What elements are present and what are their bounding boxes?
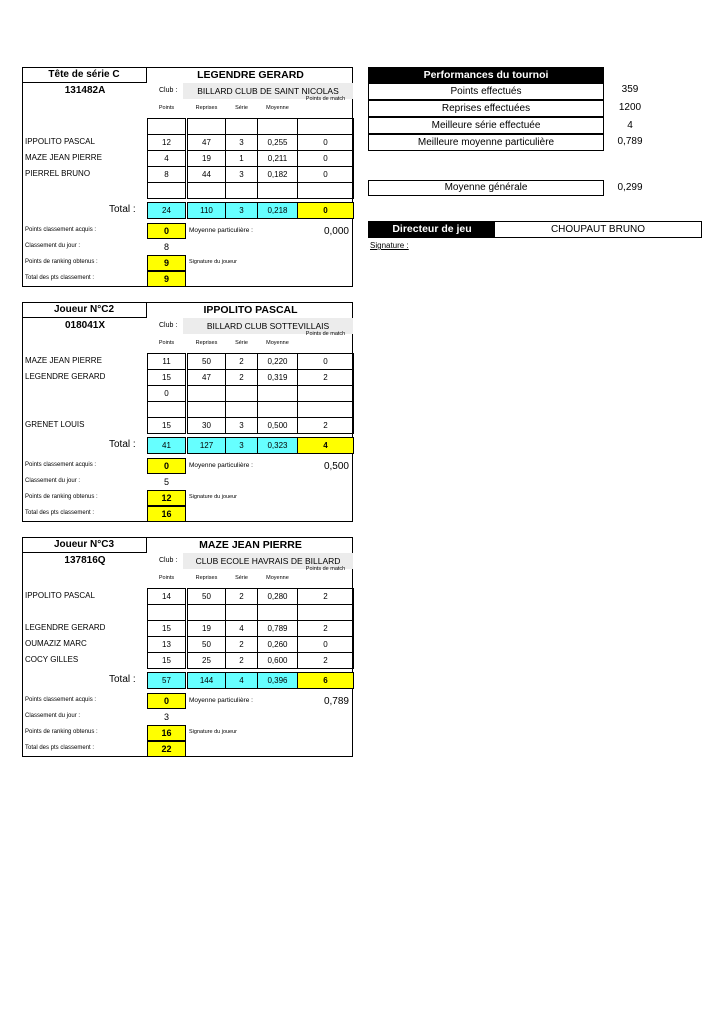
cell-points: 15 <box>147 417 186 434</box>
table-row <box>23 353 354 369</box>
table-row <box>23 636 354 652</box>
opponent-name: LEGENDRE GERARD <box>25 623 106 632</box>
table-row <box>23 150 354 166</box>
club-label: Club : <box>159 557 178 564</box>
block-title: Joueur N°C2 <box>53 304 115 315</box>
cell-points-de-match: 0 <box>297 150 354 167</box>
cell-points-de-match <box>297 385 354 402</box>
opponent-name: MAZE JEAN PIERRE <box>25 153 102 162</box>
cell-moyenne: 0,220 <box>257 353 298 370</box>
opponent-name: COCY GILLES <box>25 655 79 664</box>
table-row <box>23 417 354 433</box>
total-label: Total : <box>109 674 136 685</box>
performances-title: Performances du tournoi <box>368 67 604 83</box>
total-pts-value: 22 <box>147 741 186 757</box>
cell-reprises <box>187 182 226 199</box>
points-effectues-value: 359 <box>621 84 639 95</box>
table-row <box>23 604 354 620</box>
total-points-de-match: 6 <box>297 672 354 689</box>
cell-moyenne <box>257 604 298 621</box>
points-ranking-value: 9 <box>147 255 186 271</box>
cell-points <box>147 182 186 199</box>
cell-points: 14 <box>147 588 186 605</box>
opponent-name: OUMAZIZ MARC <box>25 639 87 648</box>
cell-reprises: 44 <box>187 166 226 183</box>
opponent-name: LEGENDRE GERARD <box>25 372 106 381</box>
col-header-reprises: Reprises <box>195 575 218 581</box>
total-points-de-match: 0 <box>297 202 354 219</box>
licence-number: 137816Q <box>64 555 106 566</box>
cell-points-de-match: 2 <box>297 369 354 386</box>
points-ranking-value: 12 <box>147 490 186 506</box>
col-header-moyenne: Moyenne <box>266 575 289 581</box>
block-title-cell <box>23 68 147 83</box>
cell-serie: 4 <box>225 620 258 637</box>
club-name: CLUB ECOLE HAVRAIS DE BILLARD <box>195 556 341 566</box>
cell-points-de-match <box>297 604 354 621</box>
opponent-name: PIERREL BRUNO <box>25 169 91 178</box>
moyenne-particuliere-value: 0,789 <box>323 696 349 707</box>
opponent-name: MAZE JEAN PIERRE <box>25 356 102 365</box>
table-row <box>23 166 354 182</box>
cell-reprises: 30 <box>187 417 226 434</box>
cell-moyenne: 0,319 <box>257 369 298 386</box>
col-header-reprises: Reprises <box>195 340 218 346</box>
col-header-points-de-match: Points de match <box>305 331 346 337</box>
meilleure-serie-value: 4 <box>627 120 633 131</box>
moyenne-particuliere-value: 0,500 <box>323 461 349 472</box>
moyenne-generale-label: Moyenne générale <box>444 182 528 193</box>
points-ranking-label: Points de ranking obtenus : <box>25 494 98 500</box>
points-classement-label: Points classement acquis : <box>25 697 97 703</box>
total-serie: 4 <box>225 672 258 689</box>
total-points: 41 <box>147 437 186 454</box>
cell-points <box>147 401 186 418</box>
cell-reprises <box>187 604 226 621</box>
cell-serie: 2 <box>225 652 258 669</box>
cell-points: 15 <box>147 369 186 386</box>
points-ranking-label: Points de ranking obtenus : <box>25 729 98 735</box>
total-points: 57 <box>147 672 186 689</box>
cell-points: 15 <box>147 652 186 669</box>
opponent-name: IPPOLITO PASCAL <box>25 137 95 146</box>
col-header-reprises: Reprises <box>195 105 218 111</box>
signature-joueur-label: Signature du joueur <box>189 259 238 265</box>
points-classement-label: Points classement acquis : <box>25 227 97 233</box>
club-name: BILLARD CLUB SOTTEVILLAIS <box>206 321 330 331</box>
classement-jour-label: Classement du jour : <box>25 478 81 484</box>
cell-points: 12 <box>147 134 186 151</box>
meilleure-serie-label: Meilleure série effectuée <box>431 120 541 131</box>
club-label: Club : <box>159 87 178 94</box>
player-block <box>22 302 353 522</box>
licence-number: 131482A <box>64 85 106 96</box>
total-reprises: 144 <box>187 672 226 689</box>
cell-moyenne: 0,789 <box>257 620 298 637</box>
cell-points: 13 <box>147 636 186 653</box>
cell-moyenne: 0,211 <box>257 150 298 167</box>
cell-moyenne: 0,182 <box>257 166 298 183</box>
table-row <box>23 118 354 134</box>
block-title-cell <box>23 538 147 553</box>
cell-serie <box>225 182 258 199</box>
cell-points-de-match: 0 <box>297 353 354 370</box>
cell-moyenne: 0,260 <box>257 636 298 653</box>
cell-points-de-match: 2 <box>297 620 354 637</box>
classement-jour-value: 5 <box>163 477 169 487</box>
cell-moyenne: 0,500 <box>257 417 298 434</box>
table-row <box>23 182 354 198</box>
cell-reprises <box>187 385 226 402</box>
total-reprises: 110 <box>187 202 226 219</box>
cell-reprises: 50 <box>187 636 226 653</box>
block-title-cell <box>23 303 147 318</box>
cell-serie: 3 <box>225 417 258 434</box>
table-row <box>23 652 354 668</box>
total-moyenne: 0,396 <box>257 672 298 689</box>
directeur-label: Directeur de jeu <box>369 222 495 237</box>
meilleure-serie-box <box>368 117 604 134</box>
cell-moyenne <box>257 118 298 135</box>
moyenne-particuliere-label: Moyenne particulière : <box>189 227 253 234</box>
cell-points: 0 <box>147 385 186 402</box>
table-row <box>23 620 354 636</box>
classement-jour-label: Classement du jour : <box>25 713 81 719</box>
col-header-points: Points <box>158 105 175 111</box>
meilleure-moyenne-value: 0,789 <box>617 136 643 147</box>
col-header-points: Points <box>158 340 175 346</box>
total-pts-label: Total des pts classement : <box>25 275 95 281</box>
cell-points-de-match <box>297 401 354 418</box>
table-row <box>23 588 354 604</box>
classement-jour-value: 3 <box>163 712 169 722</box>
cell-reprises: 19 <box>187 620 226 637</box>
opponent-name: IPPOLITO PASCAL <box>25 591 95 600</box>
points-classement-label: Points classement acquis : <box>25 462 97 468</box>
cell-points-de-match: 2 <box>297 652 354 669</box>
classement-jour-label: Classement du jour : <box>25 243 81 249</box>
signature-joueur-label: Signature du joueur <box>189 729 238 735</box>
cell-reprises: 47 <box>187 369 226 386</box>
cell-serie: 2 <box>225 636 258 653</box>
cell-moyenne <box>257 385 298 402</box>
col-header-moyenne: Moyenne <box>266 105 289 111</box>
points-classement-value: 0 <box>147 693 186 709</box>
cell-serie: 3 <box>225 166 258 183</box>
total-pts-label: Total des pts classement : <box>25 745 95 751</box>
reprises-effectuees-box <box>368 100 604 117</box>
cell-points-de-match <box>297 118 354 135</box>
cell-points-de-match: 0 <box>297 166 354 183</box>
total-pts-value: 9 <box>147 271 186 287</box>
total-label: Total : <box>109 204 136 215</box>
col-header-points: Points <box>158 575 175 581</box>
cell-points-de-match: 2 <box>297 588 354 605</box>
total-serie: 3 <box>225 437 258 454</box>
cell-reprises: 47 <box>187 134 226 151</box>
licence-number: 018041X <box>64 320 106 331</box>
points-ranking-label: Points de ranking obtenus : <box>25 259 98 265</box>
moyenne-generale-box <box>368 180 604 196</box>
table-row <box>23 401 354 417</box>
cell-serie <box>225 604 258 621</box>
player-block <box>22 67 353 287</box>
col-header-serie: Série <box>235 340 248 346</box>
cell-serie <box>225 401 258 418</box>
reprises-effectuees-label: Reprises effectuées <box>441 103 531 114</box>
points-classement-value: 0 <box>147 458 186 474</box>
moyenne-generale-value: 0,299 <box>617 182 643 193</box>
points-ranking-value: 16 <box>147 725 186 741</box>
cell-reprises: 19 <box>187 150 226 167</box>
directeur-name: CHOUPAUT BRUNO <box>550 224 646 235</box>
cell-moyenne: 0,255 <box>257 134 298 151</box>
player-name: IPPOLITO PASCAL <box>203 304 298 316</box>
cell-serie <box>225 385 258 402</box>
cell-reprises: 50 <box>187 588 226 605</box>
meilleure-moyenne-label: Meilleure moyenne particulière <box>417 137 555 148</box>
cell-moyenne <box>257 182 298 199</box>
directeur-signature-label: Signature : <box>370 241 409 250</box>
cell-serie: 2 <box>225 369 258 386</box>
points-effectues-box <box>368 83 604 100</box>
cell-moyenne <box>257 401 298 418</box>
club-label: Club : <box>159 322 178 329</box>
col-header-points-de-match: Points de match <box>305 566 346 572</box>
total-points-de-match: 4 <box>297 437 354 454</box>
club-name: BILLARD CLUB DE SAINT NICOLAS <box>197 86 339 96</box>
player-name: MAZE JEAN PIERRE <box>199 539 302 551</box>
classement-jour-value: 8 <box>163 242 169 252</box>
points-effectues-label: Points effectués <box>450 86 522 97</box>
cell-points <box>147 118 186 135</box>
block-title: Tête de série C <box>48 69 120 80</box>
col-header-serie: Série <box>235 105 248 111</box>
cell-serie <box>225 118 258 135</box>
cell-points-de-match <box>297 182 354 199</box>
reprises-effectuees-value: 1200 <box>618 102 642 113</box>
total-points: 24 <box>147 202 186 219</box>
cell-points-de-match: 2 <box>297 417 354 434</box>
total-reprises: 127 <box>187 437 226 454</box>
table-row <box>23 385 354 401</box>
moyenne-particuliere-value: 0,000 <box>323 226 349 237</box>
cell-serie: 1 <box>225 150 258 167</box>
table-row <box>23 134 354 150</box>
cell-points-de-match: 0 <box>297 134 354 151</box>
total-label: Total : <box>109 439 136 450</box>
cell-points-de-match: 0 <box>297 636 354 653</box>
col-header-serie: Série <box>235 575 248 581</box>
player-block <box>22 537 353 757</box>
cell-reprises: 50 <box>187 353 226 370</box>
total-moyenne: 0,323 <box>257 437 298 454</box>
opponent-name: GRENET LOUIS <box>25 420 85 429</box>
col-header-moyenne: Moyenne <box>266 340 289 346</box>
cell-reprises: 25 <box>187 652 226 669</box>
cell-serie: 3 <box>225 134 258 151</box>
block-title: Joueur N°C3 <box>53 539 115 550</box>
cell-reprises <box>187 401 226 418</box>
meilleure-moyenne-box <box>368 134 604 151</box>
table-row <box>23 369 354 385</box>
moyenne-particuliere-label: Moyenne particulière : <box>189 697 253 704</box>
cell-serie: 2 <box>225 588 258 605</box>
cell-points <box>147 604 186 621</box>
col-header-points-de-match: Points de match <box>305 96 346 102</box>
points-classement-value: 0 <box>147 223 186 239</box>
cell-moyenne: 0,600 <box>257 652 298 669</box>
signature-joueur-label: Signature du joueur <box>189 494 238 500</box>
cell-points: 4 <box>147 150 186 167</box>
player-name: LEGENDRE GERARD <box>197 69 304 81</box>
cell-points: 15 <box>147 620 186 637</box>
total-pts-label: Total des pts classement : <box>25 510 95 516</box>
cell-points: 11 <box>147 353 186 370</box>
total-pts-value: 16 <box>147 506 186 522</box>
cell-reprises <box>187 118 226 135</box>
cell-moyenne: 0,280 <box>257 588 298 605</box>
directeur-panel <box>368 221 702 238</box>
moyenne-particuliere-label: Moyenne particulière : <box>189 462 253 469</box>
cell-serie: 2 <box>225 353 258 370</box>
cell-points: 8 <box>147 166 186 183</box>
total-moyenne: 0,218 <box>257 202 298 219</box>
total-serie: 3 <box>225 202 258 219</box>
